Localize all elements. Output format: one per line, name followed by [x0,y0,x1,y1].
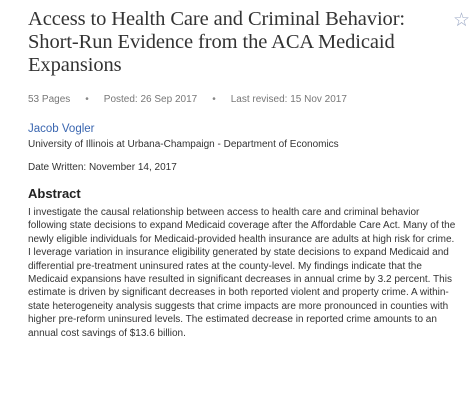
page-count: 53 Pages [28,94,71,105]
abstract-text: I investigate the causal relationship between access to health care and criminal behavior following state decisions to expand Medicaid coverage after the Affordable Care Act. Many of the newly eligible individuals for Medicaid-provided health insurance are adults at high risk for crime. I leverage variation in insurance eligibility generated by state decisions to expand Medicaid and differential pre-treatment uninsured rates at the county-level. My findings indicate that the Medicaid expansions have resulted in significant decreases in annual crime by 3.2 percent. This estimate is driven by significant decreases in both reported violent and property crime. A within-state heterogeneity analysis suggests that crime impacts are more pronounced in counties with higher pre-reform uninsured levels. The estimated decrease in reported crime amounts to an annual cost savings of $13.6 billion. [28,207,456,339]
author-affiliation: University of Illinois at Urbana-Champaign - Department of Economics [28,139,339,150]
author-link[interactable]: Jacob Vogler [28,123,95,135]
posted-date: Posted: 26 Sep 2017 [103,94,198,105]
title-row [28,8,471,77]
meta-separator: • [85,94,89,105]
meta-separator: • [212,94,216,105]
paper-title: Access to Health Care and Criminal Behavior: Short-Run Evidence from the ACA Medicaid Expansions [28,8,406,76]
star-icon[interactable]: ☆ [453,10,471,31]
paper-meta [28,94,464,105]
revised-date: Last revised: 15 Nov 2017 [230,94,347,105]
date-written: Date Written: November 14, 2017 [28,162,177,173]
abstract-heading: Abstract [28,186,81,201]
